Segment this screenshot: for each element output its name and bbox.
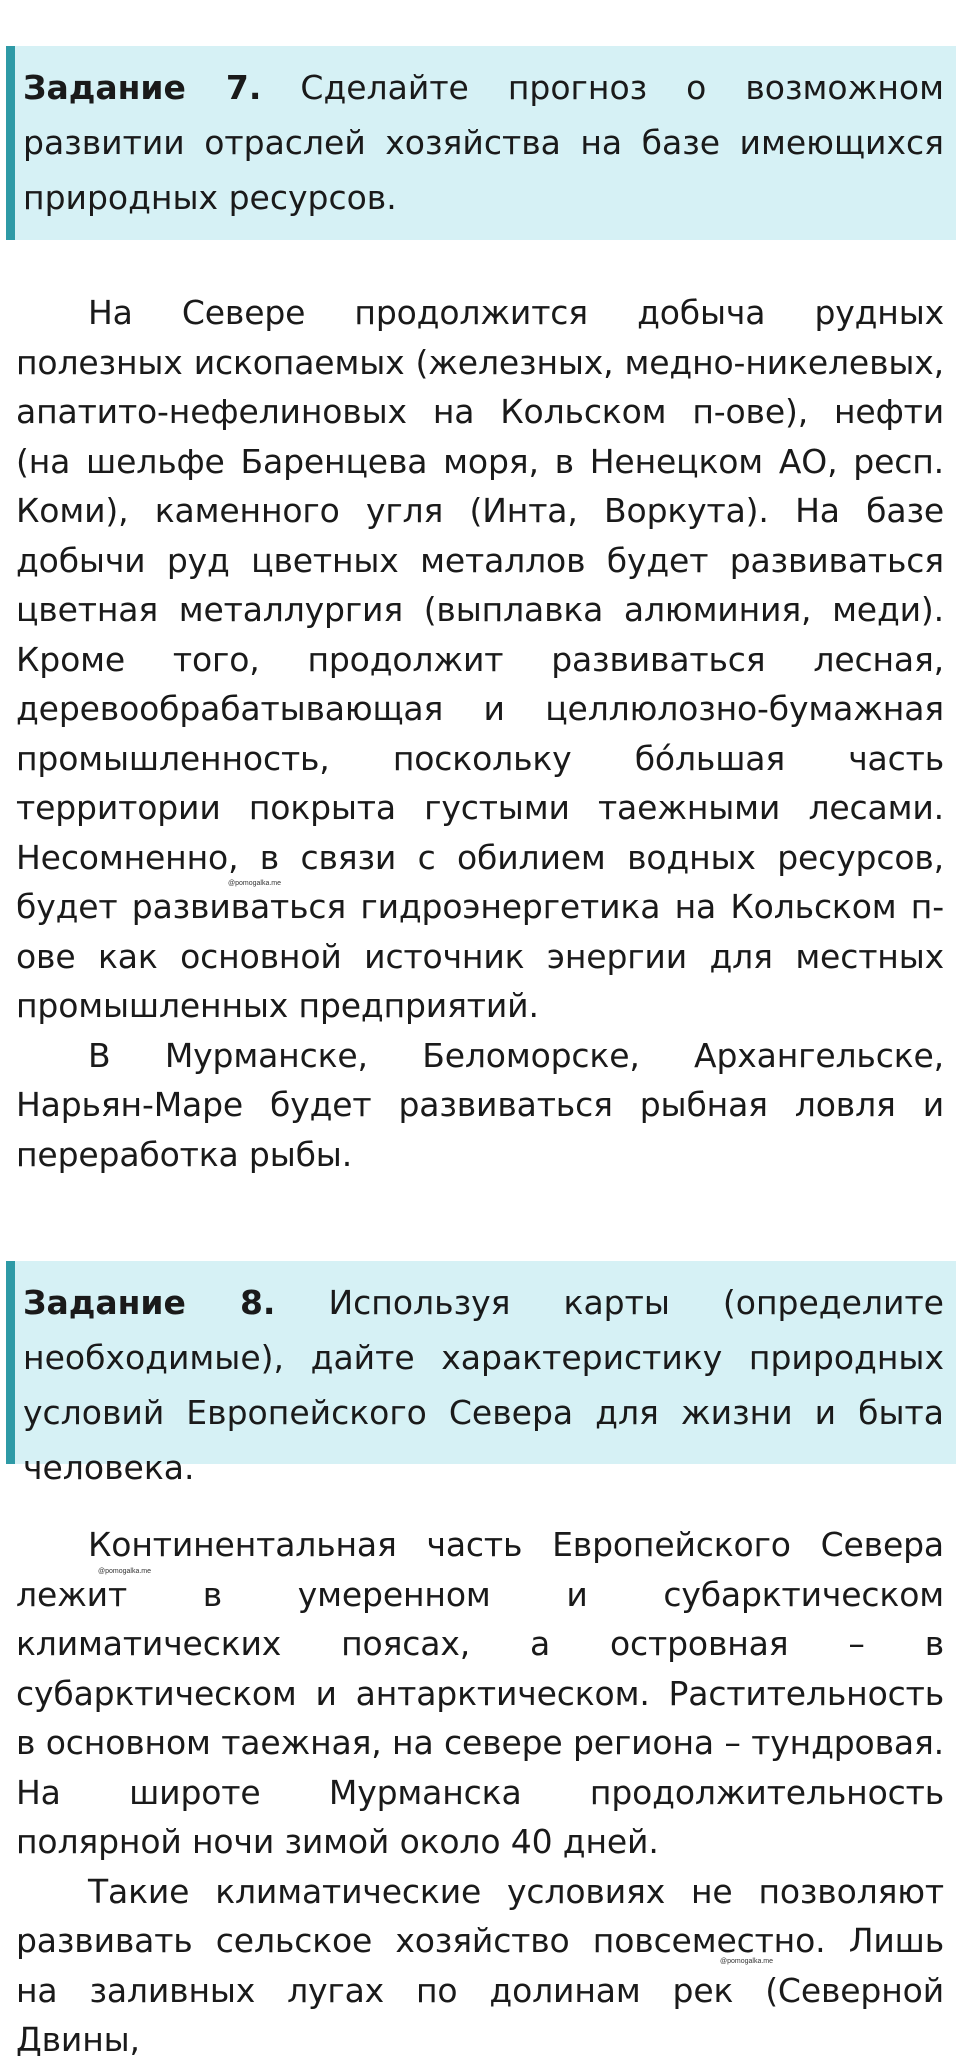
answer-7 xyxy=(16,288,944,1179)
answer-8-paragraph-1: Континентальная часть Европейского Севера лежит в умеренном и субарктическом климатических поясах, а островная – в субарктическом и антарктическом. Растительность в основном таежная, на севере региона – тундровая. На широте Мурманска продолжительность полярной ночи зимой около 40 дней. xyxy=(16,1525,944,1861)
task-8-box xyxy=(6,1261,956,1487)
answer-7-paragraph-1: На Севере продолжится добыча рудных полезных ископаемых (железных, медно-никелевых, апатито-нефелиновых на Кольском п-ове), нефти (на шельфе Баренцева моря, в Ненецком АО, респ. Коми), каменного угля (Инта, Воркута). На базе добычи руд цветных металлов будет развиваться цветная металлургия (выплавка алюминия, меди). Кроме того, продолжит развиваться лесная, деревообрабатывающая и целлюлозно-бумажная промышленность, поскольку бóльшая часть территории покрыта густыми таежными лесами. Несомненно, в связи с обилием водных ресурсов, будет развиваться гидроэнергетика на Кольском п-ове как основной источник энергии для местных промышленных предприятий. xyxy=(16,293,944,1025)
task-7-label: Задание 7. xyxy=(23,68,262,107)
answer-8-paragraph-2: Такие климатические условиях не позволяют развивать сельское хозяйство повсеместно. Лишь на заливных лугах по долинам рек (Северной Двины, xyxy=(16,1871,944,2059)
task-7-text: Сделайте прогноз о возможном развитии отраслей хозяйства на базе имеющихся природных ресурсов. xyxy=(23,68,944,217)
watermark-3: @pomogalka.me xyxy=(720,1958,774,1965)
task-8-label: Задание 8. xyxy=(23,1283,276,1322)
task-8-text: Используя карты (определите необходимые), дайте характеристику природных условий Европейского Севера для жизни и быта человека. xyxy=(23,1283,944,1487)
watermark-2: @pomogalka.me xyxy=(98,1568,152,1575)
answer-7-paragraph-2: В Мурманске, Беломорске, Архангельске, Нарьян-Маре будет развиваться рыбная ловля и переработка рыбы. xyxy=(16,1035,944,1174)
watermark-1: @pomogalka.me xyxy=(228,880,282,887)
answer-8 xyxy=(16,1520,944,2065)
task-7-box xyxy=(6,46,956,240)
